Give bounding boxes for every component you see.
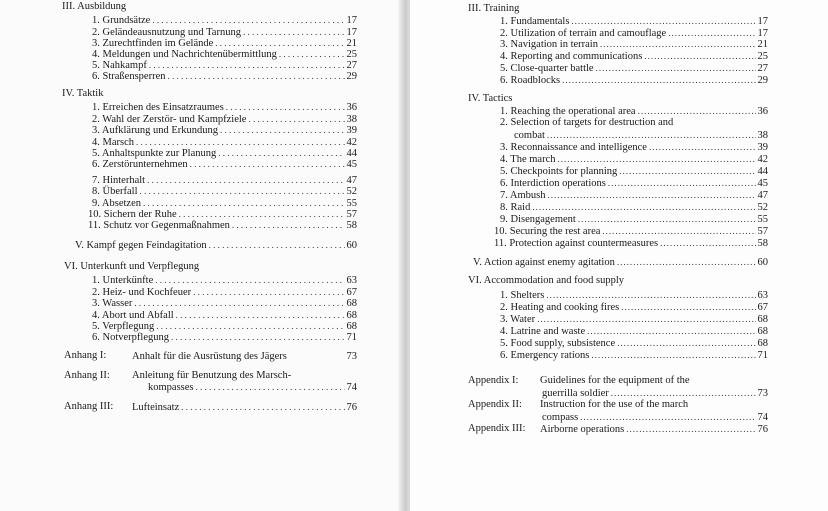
toc-entry: 3. Navigation in terrain ..... 21 — [500, 38, 768, 50]
appendix-label: Appendix III: — [468, 423, 526, 434]
toc-entry: 2. Wahl der Zerstör- und Kampfziele . . . 38 — [92, 113, 357, 125]
appendix-label: Anhang III: — [64, 401, 114, 412]
section-heading: VI. Unterkunft und Verpflegung — [64, 261, 200, 272]
toc-entry: 3. Reconnaissance and intelligence ..... 39 — [500, 141, 768, 153]
toc-entry: 5. Nahkampf . . . 27 — [92, 59, 357, 71]
toc-entry: 2. Geländeausnutzung und Tarnung . . . 17 — [92, 26, 357, 38]
appendix-entry-line1: Anleitung für Benutzung des Marsch- — [132, 370, 292, 381]
toc-entry-line1: 2. Selection of targets for destruction and — [500, 117, 674, 128]
toc-entry: 4. The march ..... 42 — [500, 153, 768, 165]
section-heading: IV. Tactics — [468, 93, 513, 104]
toc-entry: 5. Close-quarter battle ..... 27 — [500, 62, 768, 74]
toc-entry: 5. Verpflegung . . . 68 — [92, 320, 357, 332]
appendix-entry-line2: compass ..... 74 — [542, 411, 768, 423]
toc-entry: 4. Latrine and waste ..... 68 — [500, 325, 768, 337]
toc-entry: 2. Heiz- und Kochfeuer . . . 67 — [92, 286, 357, 298]
appendix-label: Appendix I: — [468, 375, 519, 386]
toc-entry: 5. Checkpoints for planning ..... 44 — [500, 165, 768, 177]
toc-entry: 6. Roadblocks ..... 29 — [500, 74, 768, 86]
section-heading: IV. Taktik — [62, 88, 104, 99]
toc-entry: 8. Raid ..... 52 — [500, 201, 768, 213]
appendix-label: Anhang II: — [64, 370, 110, 381]
toc-entry: 6. Zerstörunternehmen . . . 45 — [92, 158, 357, 170]
appendix-entry: Lufteinsatz . . . 76 — [132, 401, 357, 413]
toc-entry: 3. Wasser . . . 68 — [92, 297, 357, 309]
toc-entry: 10. Securing the rest area ..... 57 — [494, 225, 768, 237]
toc-entry: 3. Zurechtfinden im Gelände . . . 21 — [92, 37, 357, 49]
toc-entry: 5. Anhaltspunkte zur Planung . . . 44 — [92, 147, 357, 159]
toc-entry: 7. Ambush ..... 47 — [500, 189, 768, 201]
appendix-label: Anhang I: — [64, 350, 107, 361]
toc-entry: 3. Water ..... 68 — [500, 313, 768, 325]
toc-entry: 10. Sichern der Ruhe . . . 57 — [88, 208, 357, 220]
section-heading: VI. Accommodation and food supply — [468, 275, 625, 286]
appendix-entry-line2: kompasses . . . 74 — [148, 381, 357, 393]
section-heading: III. Training — [468, 3, 520, 14]
toc-entry: 6. Notverpflegung . . . 71 — [92, 331, 357, 343]
toc-entry: 2. Heating and cooking fires ..... 67 — [500, 301, 768, 313]
toc-entry: 2. Utilization of terrain and camouflage ..... 17 — [500, 27, 768, 39]
section-heading: III. Ausbildung — [62, 1, 127, 12]
toc-entry: 5. Food supply, subsistence ..... 68 — [500, 337, 768, 349]
toc-entry: 4. Reporting and communications ..... 25 — [500, 50, 768, 62]
toc-entry: 1. Shelters ..... 63 — [500, 289, 768, 301]
appendix-entry-line2: guerrilla soldier ..... 73 — [542, 387, 768, 399]
section-heading: V. Action against enemy agitation ..... 60 — [473, 256, 768, 268]
toc-entry: 1. Fundamentals ..... 17 — [500, 15, 768, 27]
toc-entry: 4. Abort und Abfall . . . 68 — [92, 309, 357, 321]
toc-entry: 4. Marsch . . . 42 — [92, 136, 357, 148]
toc-entry-line2: combat ..... 38 — [514, 129, 768, 141]
appendix-entry-line1: Guidelines for the equipment of the — [540, 375, 690, 386]
toc-entry: 1. Grundsätze . . . 17 — [92, 14, 357, 26]
toc-entry: 1. Erreichen des Einsatzraumes . . . 36 — [92, 101, 357, 113]
appendix-entry: Airborne operations ..... 76 — [540, 423, 768, 435]
appendix-entry: Anhalt für die Ausrüstung des Jägers 73 — [132, 351, 357, 362]
toc-entry: 11. Schutz vor Gegenmaßnahmen . . . 58 — [88, 219, 357, 231]
toc-entry: 6. Emergency rations ..... 71 — [500, 349, 768, 361]
appendix-entry-line1: Instruction for the use of the march — [540, 399, 689, 410]
left-page-german — [0, 0, 404, 511]
toc-entry: 7. Hinterhalt . . . 47 — [92, 174, 357, 186]
toc-entry: 9. Absetzen . . . 55 — [92, 197, 357, 209]
toc-entry: 1. Reaching the operational area ..... 36 — [500, 105, 768, 117]
toc-entry: 9. Disengagement ..... 55 — [500, 213, 768, 225]
appendix-label: Appendix II: — [468, 399, 522, 410]
toc-entry: 3. Aufklärung und Erkundung . . . 39 — [92, 124, 357, 136]
toc-entry: 6. Interdiction operations ..... 45 — [500, 177, 768, 189]
toc-entry: 4. Meldungen und Nachrichtenübermittlung . . . 25 — [92, 48, 357, 60]
toc-entry: 8. Überfall . . . 52 — [92, 185, 357, 197]
section-heading: V. Kampf gegen Feindagitation . . . 60 — [75, 239, 357, 251]
toc-entry: 11. Protection against countermeasures ..... 58 — [494, 237, 768, 249]
toc-entry: 1. Unterkünfte . . . 63 — [92, 274, 357, 286]
toc-entry: 6. Straßensperren . . . 29 — [92, 70, 357, 82]
right-page-english — [410, 0, 828, 511]
